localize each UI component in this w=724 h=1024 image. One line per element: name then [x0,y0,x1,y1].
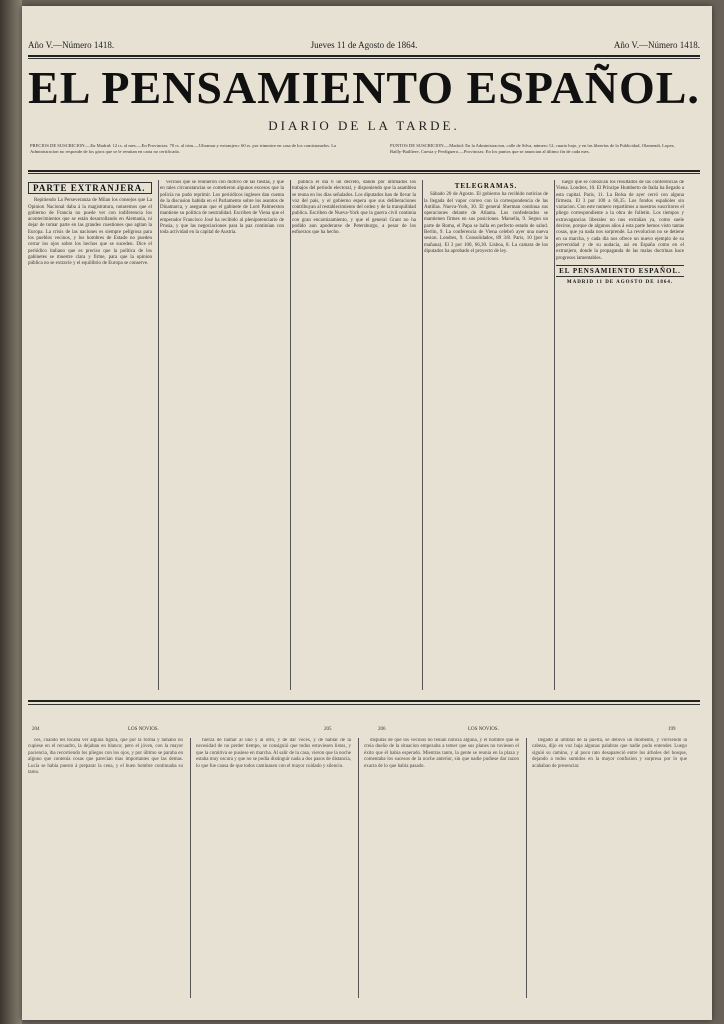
folletin-column-4 [532,738,687,998]
subscription-prices: PRECIOS DE SUSCRICION.—En Madrid: 12 rs. al mes.—En Provincias: 70 rs. al trim.—Ultramar y extranjero: 60 rs. por trimestre en casa de los comisionados. La Administracion no responde de los giros que se le remitan en carta no certificada. [30,143,337,154]
masthead-bottom-rule [28,170,700,172]
column-3-text: publica el dia 6 un decreto, dando por ultimados los trabajos del periodo electoral, y disponiendo que la asamblea se reuna en los dias señalados. Los diputados han de llevar la voz del pais, y el gobierno espera que sus deliberaciones contribuyan al restablecimiento del orden y de la tranquilidad publica. Escriben de Nueva-York que la guerra civil continúa con gran encarnizamiento, y que el general Grant no ha podido aun apoderarse de Petersburgo, a pesar de los esfuerzos que ha hecho. [292,180,416,236]
folletin-text: ces, cuando les tocaba ver alguna figura, que por la forma y tamaño no cupiese en el recuadro, la dejaban en blanco; pero el jóven, con la mayor paciencia, iba recorriendo los pliegos con los ojos, y por último se paraba en alguno que contenía cosas que parecian mas importantes que las demas. Lucía se habia puesto á preparar la cena, y el buen hombre continuaba su tarea. [28,738,183,776]
column-divider [158,180,159,690]
issue-left: Año V.—Número 1418. [28,40,115,50]
section-pensamiento-date: MADRID 11 DE AGOSTO DE 1864. [566,280,674,286]
top-rule [28,55,700,57]
folletin-divider [190,738,191,998]
column-divider [422,180,423,690]
column-3 [292,180,416,690]
running-head: LOS NOVIOS. [128,727,159,732]
subscription-points: PUNTOS DE SUSCRICION.—Madrid: En la Administracion, calle de Silva, número 12, cuarto bajo, y en las librerías de la Publicidad, Olamendi, Lopez, Bailly-Bailliere, Cuesta y Perdiguero.—Provincias: En los puntos que se anuncian al último fin de cada mes. [390,143,675,154]
page-number: 206 [378,727,386,732]
masthead-subtitle: DIARIO DE LA TARDE. [268,118,460,133]
column-5 [556,180,684,690]
page-number: 199 [668,727,676,732]
page-number: 205 [324,727,332,732]
column-4-text: Sábado 20 de Agosto. El gobierno ha recibido noticias de la llegada del vapor correo con la correspondencia de las Antillas. Nueva-York, 30. El general Sherman continua sus operaciones delante de Atlanta. Los confederados se mantienen firmes en sus posiciones. Marsella, 9. Segun un parte de Roma, el Papa se halla en perfecto estado de salud. Berlin, 9. La conferencia de Viena celebró ayer una nueva sesion. Londres, 9. Consolidados, 89 3/8. Paris, 10 (por la mañana). El 3 por 100, 66,30. Lisboa, 8. La camara de los diputados ha aprobado el proyecto de ley. [424,192,548,254]
folletin-divider [358,738,359,998]
page-number: 204 [32,727,40,732]
running-head: LOS NOVIOS. [468,727,499,732]
column-divider [290,180,291,690]
column-5-text: luego que se conozcan los resultados de las conferencias de Viena. Londres, 10. El Príncipe Humberto de Italia ha llegado a esta capital. Paris, 11. La Bolsa de ayer cerró con alguna firmeza. El 3 por 100 a 66,35. Los fondos españoles sin variacion. Con este numero repartimos a nuestros suscritores el pliego correspondiente a la obra de folletin. Los tiempos y extravagancias liberales no nos extrañan ya, como suele decirse, porque de algunos años á esta parte hemos visto tantas cosas, que ya nada nos sorprende. La revolucion no se detiene en su marcha, y cada dia nos ofrece un nuevo ejemplo de su perversidad y de su audacia, asi en España como en el extranjero, donde la propaganda de las malas doctrinas hace progresos lamentables. [556,180,684,261]
folletin-text: fuerza de llamar al uno y al otro, y de dar voces, y de hablar de la necesidad de no perder tiempo, se consiguió que todos estuviesen listos, y que la comitiva se pusiese en marcha. Al salir de la casa, vieron que la noche estaba muy oscura y que no se podia distinguir nada a dos pasos de distancia, lo que fue causa de que todos caminasen con el mayor cuidado y silencio. [196,738,351,769]
top-rule-thin [28,58,700,59]
folletin-column-2 [196,738,351,998]
folletin-column-1 [28,738,183,998]
binding-gutter [0,0,22,1024]
front-page-columns [28,180,688,690]
column-2-text: vecinos que se reunieron con motivo de las fiestas, y que en tales circunstancias se cometieron algunos excesos que la policía no pudo reprimir. Los periódicos ingleses dan cuenta de la discusion habida en el Parlamento sobre los asuntos de Dinamarca, y aseguran que el gabinete de Lord Palmerston mantiene su politica de neutralidad. Escriben de Viena que el emperador Francisco José ha recibido al plenipotenciario de Prusia, y que las negociaciones para la paz continúan con toda actividad en la capital de Austria. [160,180,284,236]
masthead-title: EL PENSAMIENTO ESPAÑOL. [28,62,700,113]
column-divider [554,180,555,690]
folletin-page-numbers [28,727,688,737]
folletin-text: llegado al umbral de la puerta, se detuvo un momento, y volviendo la cabeza, dijo en voz baja algunas palabras que nadie pudo entender. Luego siguió su camino, y al poco rato desapareció entre los árboles del bosque, dejando a todos sumidos en la mayor confusion y sorpresa por lo que acababan de presenciar. [532,738,687,769]
column-4 [424,180,548,690]
column-1 [28,180,152,690]
issue-line [28,40,700,50]
column-2 [160,180,284,690]
folletin-rule [28,700,700,702]
issue-date: Jueves 11 de Agosto de 1864. [310,40,418,50]
section-pensamiento: EL PENSAMIENTO ESPAÑOL. [556,265,684,277]
folletin-divider [526,738,527,998]
column-1-text: Repitiendo La Perseveranza de Milan los consejos que La Opinion Nacional daba á la magistratura, notaremos que el gobierno de Francia no puede ver con indiferencia los acontecimientos que se están desarrollando en Alemania, ni dejar de tomar parte en las grandes cuestiones que agitan la Europa. La crisis de las naciones es siempre peligrosa para los pueblos vecinos, y los hombres de Estado no pueden cerrar los ojos sobre los hechos que se suceden. Dice el periódico italiano que es preciso que la política de los gabinetes se muestre clara y firme, para que la opinion pública no se extravíe y el equilibrio de Europa se conserve. [28,198,152,267]
adjacent-page-scrap [2,110,18,190]
section-parte-extranjera: PARTE EXTRANJERA. [28,182,152,194]
folletin-text: disputas de que los vecinos no tenian noticia alguna, y el hombre que se creia dueño de la situacion empezaba a temer que sus planes no tuviesen el éxito que él habia esperado. Mientras tanto, la gente se reunia en la plaza y comentaba los sucesos de la noche anterior, sin que nadie pudiese dar razon exacta de lo que habia pasado. [364,738,519,769]
folletin-rule-thin [28,704,700,705]
issue-right: Año V.—Número 1418. [613,40,700,50]
section-telegramas: TELEGRAMAS. [454,182,518,190]
folletin-column-3 [364,738,519,998]
masthead-bottom-rule-thin [28,173,700,174]
